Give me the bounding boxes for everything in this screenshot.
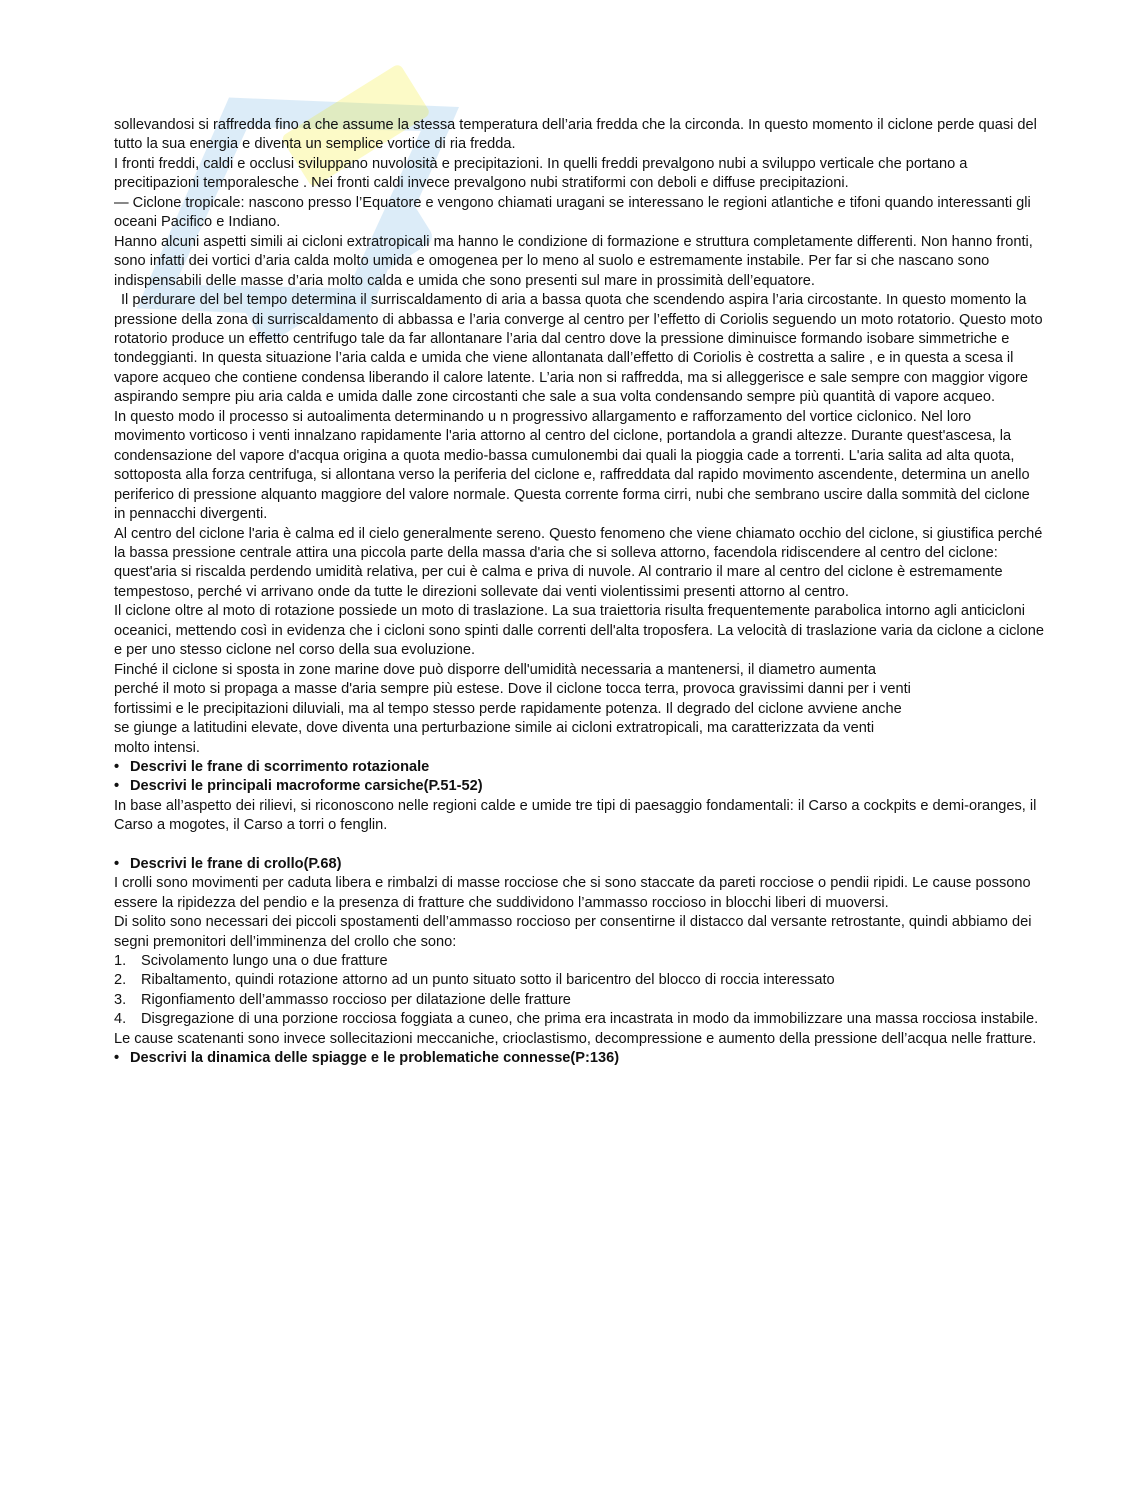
paragraph: Il ciclone oltre al moto di rotazione possiede un moto di traslazione. La sua traiettoria risulta frequentemente parabolica intorno agli anticicloni oceanici, mettendo così in evidenza che i cicloni sono spinti dalle correnti dell'alta troposfera. La velocità di traslazione varia da ciclone a ciclone e per uno stesso ciclone nel corso della sua evoluzione. — [114, 603, 1045, 659]
paragraph: Di solito sono necessari dei piccoli spostamenti dell’ammasso roccioso per consentirne il distacco dal versante retrostante, quindi abbiamo dei segni premonitori dell’imminenza del crollo che sono: — [114, 914, 1032, 950]
paragraph: Hanno alcuni aspetti simili ai cicloni extratropicali ma hanno le condizione di formazione e struttura completamente differenti. Non hanno fronti, sono infatti dei vortici d’aria calda molto umida e omogenea per lo meno al suolo e estremamente instabile. Per far si che nascano sono indispensabili delle masse d’aria molto calda e umida che sono presenti sul mare in prossimità dell’equatore. — [114, 233, 1033, 289]
paragraph: In questo modo il processo si autoalimenta determinando u n progressivo allargamento e rafforzamento del vortice ciclonico. Nel loro movimento vorticoso i venti innalzano rapidamente l'aria attorno al centro del ciclone, portandola a grandi altezze. Durante quest'ascesa, la condensazione del vapore d'acqua origina a quota medio-bassa cumulonembi dai quali la pioggia cade a torrenti. L'aria salita ad alta quota, sottoposta alla forza centrifuga, si allontana verso la periferia del ciclone e, raffreddata dal rapido movimento ascendente, determina un anello periferico di pressione alquanto maggiore del valore normale. Questa corrente forma cirri, nubi che sembrano uscire dalla sommità del ciclone in pennacchi divergenti. — [114, 408, 1030, 523]
list-item: 1. Scivolamento lungo una o due fratture — [114, 953, 388, 970]
paragraph: — Ciclone tropicale: nascono presso l’Equatore e vengono chiamati uragani se interessano le regioni atlantiche e tifoni quando interessanti gli oceani Pacifico e Indiano. — [114, 194, 1031, 231]
section-heading: • Descrivi le frane di crollo(P.68) — [114, 855, 1044, 874]
paragraph: Finché il ciclone si sposta in zone marine dove può disporre dell'umidità necessaria a mantenersi, il diametro aumenta perché il moto si propaga a masse d'aria sempre più estese. Dove il ciclone tocca terra, provoca gravissimi danni per i venti fortissimi e le precipitazioni diluviali, ma al tempo stesso perde rapidamente potenza. Il degrado del ciclone avviene anche se giunge a latitudini elevate, dove diventa una perturbazione simile ai cicloni extratropicali, ma caratterizzata da venti — [114, 661, 911, 737]
section-heading: • Descrivi le frane di scorrimento rotazionale — [114, 758, 1044, 777]
bullet-icon: • — [114, 855, 120, 872]
spacer — [114, 836, 1044, 855]
paragraph: Le cause scatenanti sono invece sollecitazioni meccaniche, crioclastismo, decompressione e aumento della pressione dell’acqua nelle fratture. — [114, 1030, 1037, 1047]
bullet-icon: • — [114, 758, 120, 775]
paragraph: In base all’aspetto dei rilievi, si riconoscono nelle regioni calde e umide tre tipi di paesaggio fondamentali: il Carso a cockpits e demi-oranges, il Carso a mogotes, il Carso a torri o fenglin. — [114, 797, 1037, 834]
list-item: 2. Ribaltamento, quindi rotazione attorno ad un punto situato sotto il baricentro del blocco di roccia interessato — [114, 972, 835, 989]
document-page — [114, 116, 1044, 1069]
bullet-icon: • — [114, 778, 120, 795]
list-item: 3. Rigonfiamento dell’ammasso roccioso per dilatazione delle fratture — [114, 991, 571, 1008]
numbered-list — [114, 952, 1044, 1030]
paragraph: I crolli sono movimenti per caduta libera e rimbalzi di masse rocciose che si sono staccate da pareti rocciose o pendii ripidi. Le cause possono essere la ripidezza del pendio e la presenza di fratture che suddividono l’ammasso roccioso in blocchi liberi di muoversi. — [114, 875, 1031, 911]
paragraph: sollevandosi si raffredda fino a che assume la stessa temperatura dell’aria fredda che la circonda. In questo momento il ciclone perde quasi del tutto la sua energia e diventa un semplice vortice di ria fredda. — [114, 117, 1037, 153]
paragraph: Il perdurare del bel tempo determina il surriscaldamento di aria a bassa quota che scendendo aspira l’aria circostante. In questo momento la pressione della zona di surriscaldamento di abbassa e l’aria converge al centro per l’effetto di Coriolis seguendo un moto rotatorio. Questo moto rotatorio produce un effetto centrifugo tale da far allontanare l’aria dal centro dove la pressione diminuisce formando isobare simmetriche e tondeggianti. In questa situazione l’aria calda e umida che viene allontanata dall’effetto di Coriolis è costretta a salire , e in questa a scesa il vapore acqueo che contiene condensa liberando il calore latente. L’aria non si raffredda, ma si alleggerisce e sale sempre con maggior vigore aspirando sempre piu aria calda e umida dalle zone circostanti che sale a sua volta condensando sempre più quantità di vapore acqueo. — [114, 292, 1043, 406]
paragraph: Al centro del ciclone l'aria è calma ed il cielo generalmente sereno. Questo fenomeno che viene chiamato occhio del ciclone, si giustifica perché la bassa pressione centrale attira una piccola parte della massa d'aria che si solleva attorno, facendola ridiscendere al centro del ciclone: quest'aria si riscalda perdendo umidità relativa, per cui è calma e priva di nuvole. Al contrario il mare al centro del ciclone è estremamente tempestoso, perché vi arrivano onde da tutte le direzioni sollevate dai venti violentissimi presenti attorno al centro. — [114, 525, 1043, 600]
section-heading: • Descrivi la dinamica delle spiagge e le problematiche connesse(P:136) — [114, 1049, 1044, 1068]
section-heading: • Descrivi le principali macroforme carsiche(P.51-52) — [114, 777, 1044, 796]
paragraph: molto intensi. — [114, 739, 200, 756]
list-item: 4. Disgregazione di una porzione rocciosa foggiata a cuneo, che prima era incastrata in modo da immobilizzare una massa rocciosa instabile. — [114, 1011, 1039, 1028]
paragraph: I fronti freddi, caldi e occlusi sviluppano nuvolosità e precipitazioni. In quelli freddi prevalgono nubi a sviluppo verticale che portano a precitipazioni temporalesche . Nei fronti caldi invece prevalgono nubi stratiformi con deboli e diffuse precipitazioni. — [114, 155, 968, 192]
bullet-icon: • — [114, 1050, 120, 1067]
